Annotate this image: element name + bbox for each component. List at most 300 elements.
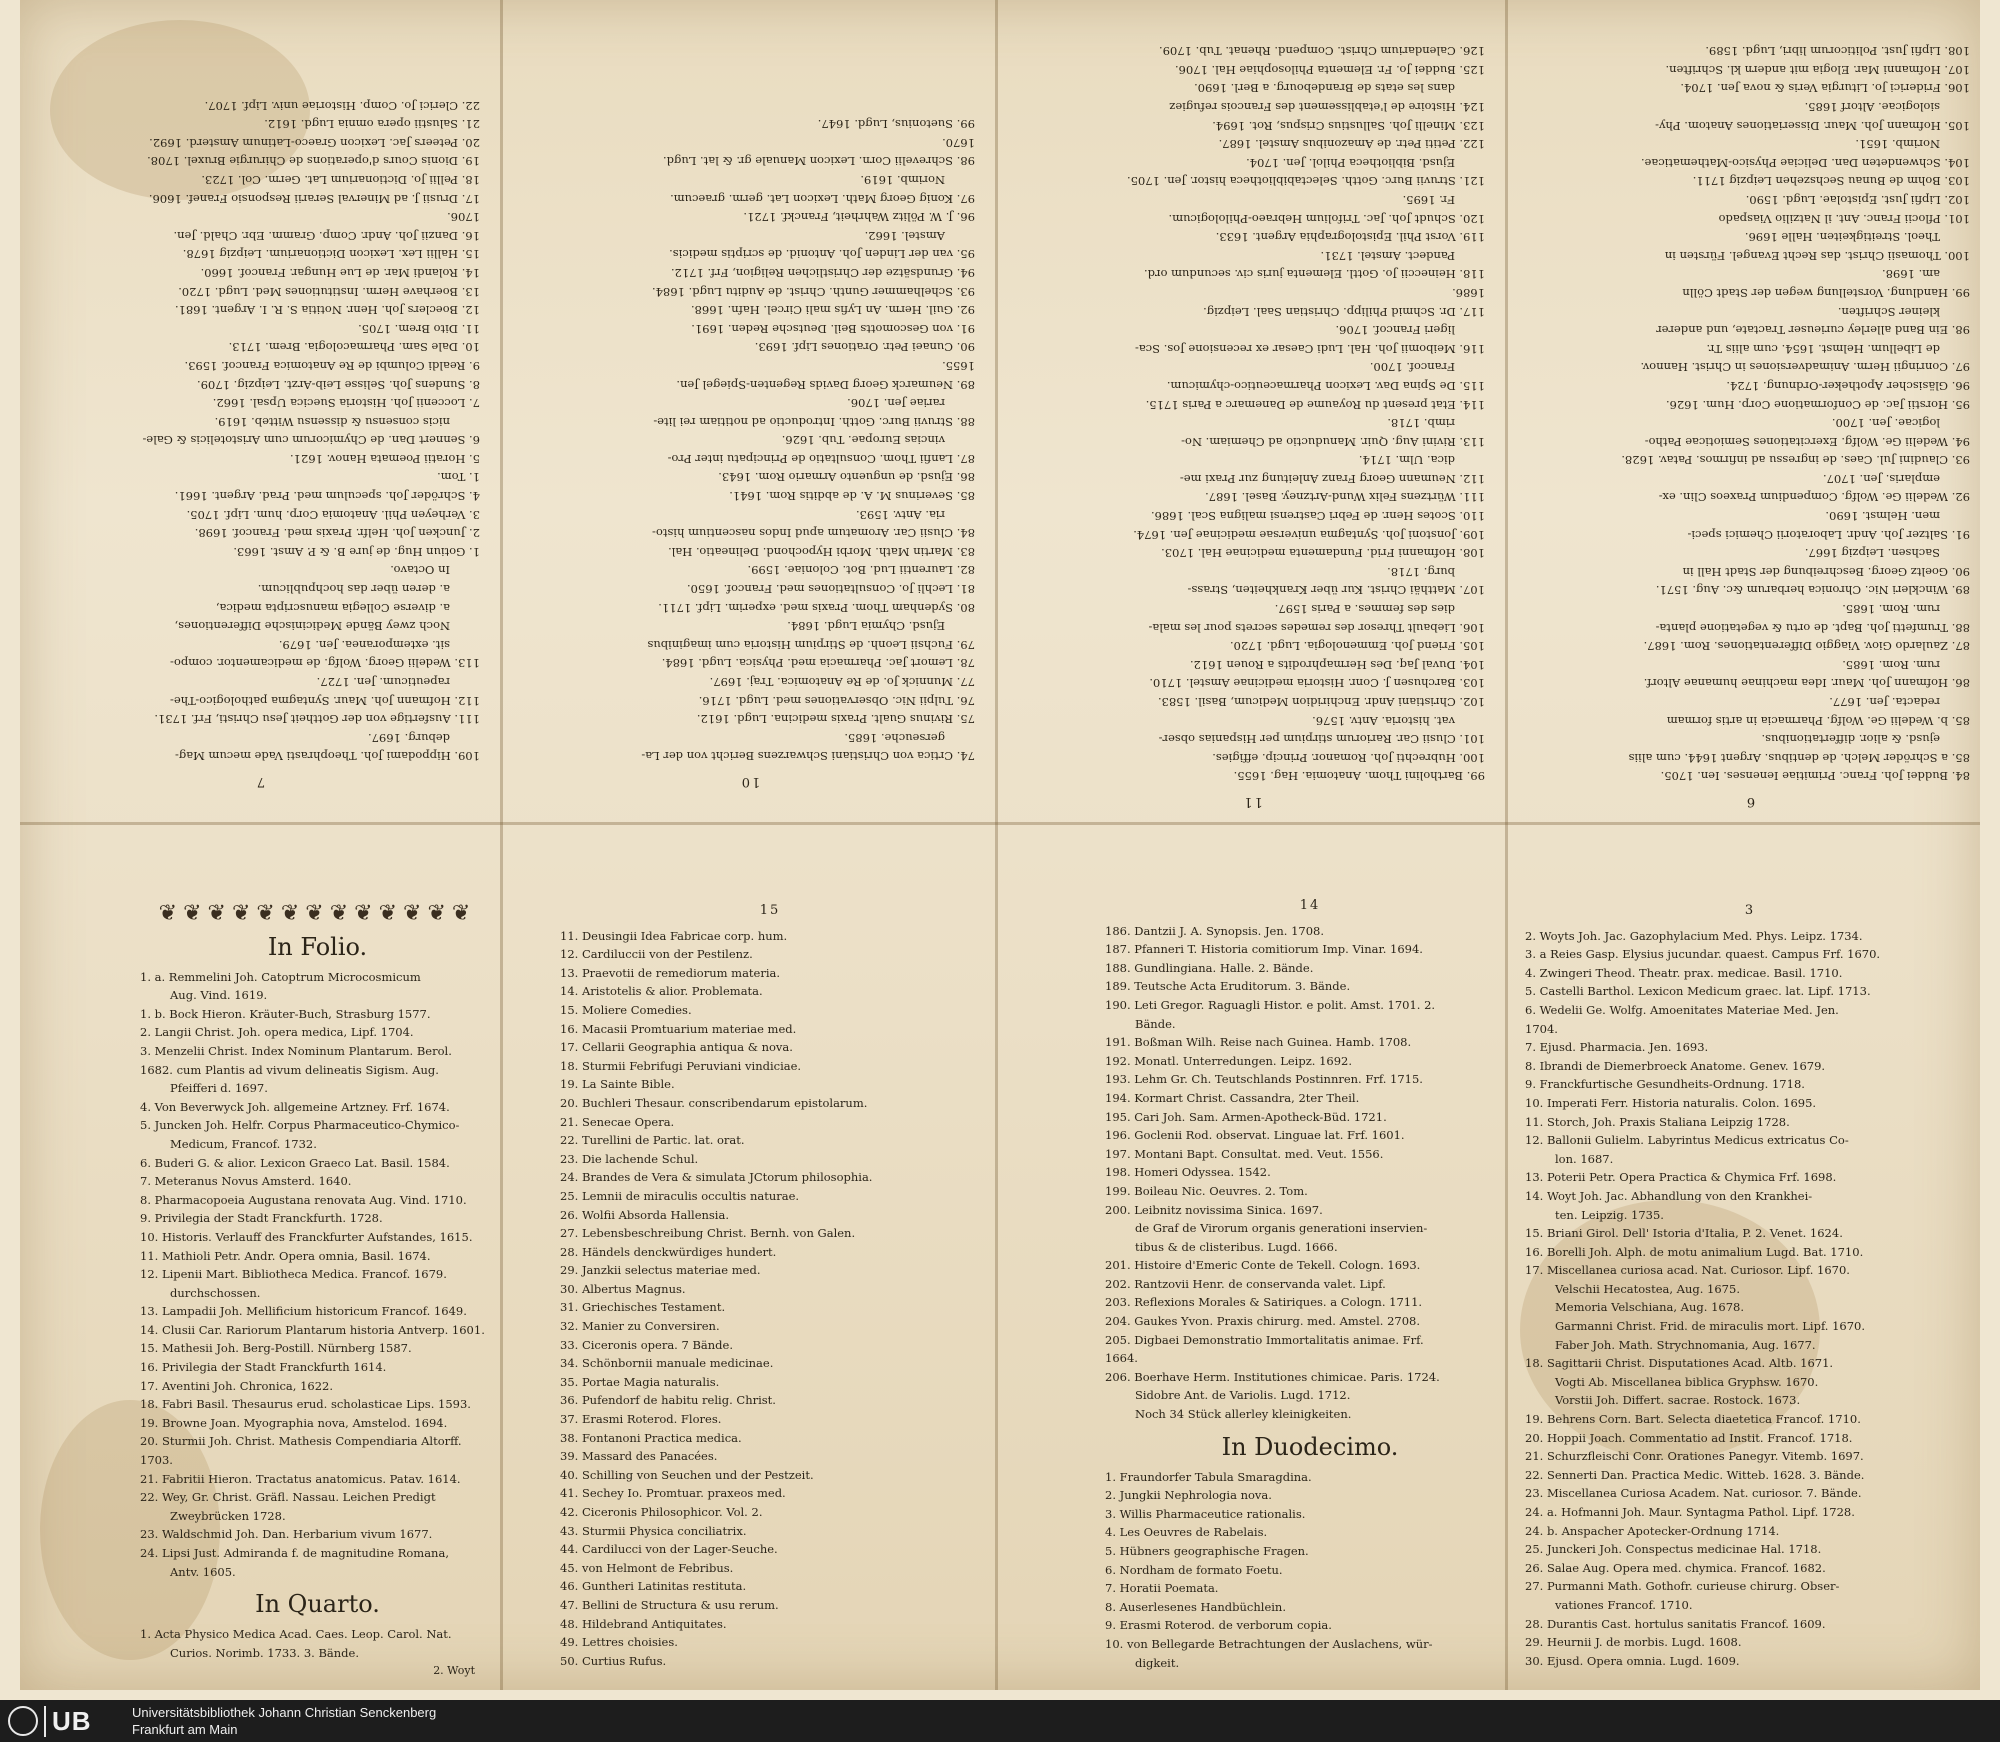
catalog-entry: 197. Montani Bapt. Consultat. med. Veut. 1556. [1105,1146,1384,1161]
catalog-entry: Norimb. 1619. [860,173,945,187]
entry-list [525,115,975,766]
catalog-entry: 17. Miscellanea curiosa acad. Nat. Curiosor. Lipf. 1670. [1525,1263,1850,1278]
catalog-entry: 190. Leti Gregor. Raguagli Histor. e polit. Amst. 1701. 2. [1105,997,1436,1012]
catalog-entry: 89. Winckleri Nic. Chronica herbarum &c. Aug. 1571. [1655,583,1970,598]
catalog-entry: 85. Severinus M. A. de abditis Rom. 1641. [729,489,975,504]
catalog-entry: 5. Horatii Poemata Hanov. 1621. [289,451,480,466]
catalog-entry: 201. Histoire d'Emeric Conte de Tekell. Cologn. 1693. [1105,1258,1421,1273]
catalog-entry: 6. Buderi G. & alior. Lexicon Graeco Lat. Basil. 1584. [140,1155,450,1170]
catchword: 2. Woyt [433,1664,475,1678]
catalog-entry: 101. Clusii Car. Rariorum stirpium per Hispanias obser- [1158,732,1485,747]
catalog-entry: dies des femmes. a Paris 1597. [1274,602,1455,617]
catalog-entry: 30. Albertus Magnus. [560,1281,686,1296]
catalog-entry: 9. Franckfurtische Gesundheits-Ordnung. 1718. [1525,1077,1805,1092]
catalog-entry: 17. Drusii J. ad Minerval Serarii Responsio Franef. 1606. [148,191,480,206]
catalog-entry: 16. Borelli Joh. Alph. de motu animalium Lugd. Bat. 1710. [1525,1244,1864,1259]
fold-line [500,0,503,1690]
catalog-entry: 9. Privilegia der Stadt Franckfurth. 1728. [140,1211,383,1226]
catalog-entry: 28. Durantis Cast. hortulus sanitatis Francof. 1609. [1525,1616,1826,1631]
catalog-entry: 193. Lehm Gr. Ch. Teutschlands Postinnren. Frf. 1715. [1105,1072,1423,1087]
catalog-entry: ten. Leipzig. 1735. [1555,1207,1664,1222]
catalog-entry: 4. Zwingeri Theod. Theatr. prax. medicae. Basil. 1710. [1525,965,1843,980]
catalog-entry: 109. Jonstoni Joh. Syntagma universae medicinae Jen. 1674. [1133,527,1485,542]
catalog-entry: 97. Konig Georg Math. Lexicon Lat. germ. graecum. [670,191,975,206]
page-15 [560,902,980,1692]
catalog-entry: 121. Struvii Burc. Gotth. Selectabibliotheca histor. Jen. 1705. [1126,174,1485,189]
catalog-entry: 17. Aventini Joh. Chronica, 1622. [140,1378,334,1393]
catalog-entry: 26. Salae Aug. Opera med. chymica. Francof. 1682. [1525,1560,1826,1575]
catalog-entry: Vorstii Joh. Differt. sacrae. Rostock. 1673. [1555,1393,1801,1408]
catalog-entry: 17. Cellarii Geographia antiqua & nova. [560,1040,793,1055]
catalog-entry: 12. Boeclers Joh. Henr. Notitia S. R. I. Argent. 1681. [174,303,480,318]
catalog-entry: rapeuticum. Jen. 1727. [316,675,450,690]
catalog-entry: 1706. [447,210,480,225]
catalog-entry: 103. Barchusen J. Conr. Historia medicinae Amstel. 1710. [1149,676,1485,691]
catalog-entry: 19. Dionis Cours d'operations de Chirurgie Bruxel. 1708. [147,154,480,169]
library-name-line1: Universitätsbibliothek Johann Christian Senckenberg [132,1705,437,1720]
library-logo [8,1704,126,1738]
catalog-entry: 50. Curtius Rufus. [560,1653,667,1668]
catalog-entry: 11. Mathioli Petr. Andr. Opera omnia, Basil. 1674. [140,1248,431,1263]
catalog-entry: 24. b. Anspacher Apotecker-Ordnung 1714. [1525,1523,1780,1538]
catalog-entry: 105. Friend Joh. Emmenologia. Lugd. 1720. [1229,639,1485,654]
catalog-entry: 18. Fabri Basil. Thesaurus erud. scholasticae Lips. 1593. [140,1397,471,1412]
catalog-entry: Amstel. 1662. [864,228,945,243]
catalog-entry: 15. Briani Girol. Dell' Istoria d'Italia, P. 2. Venet. 1624. [1525,1226,1843,1241]
catalog-entry: 86. Hofmann Joh. Maur. Idea machinae humanae Altorf. [1643,676,1970,691]
catalog-entry: 86. Ejusd. de unguento Armario Rom. 1643. [718,470,975,485]
catalog-entry: 18. Sagittarii Christ. Disputationes Acad. Altb. 1671. [1525,1356,1834,1371]
catalog-entry: 14. Aristotelis & alior. Problemata. [560,984,763,999]
catalog-entry: Faber Joh. Math. Strychnomania, Aug. 1677. [1555,1337,1816,1352]
catalog-entry: 8. Ibrandi de Diemerbroeck Anatome. Genev. 1679. [1525,1058,1826,1073]
catalog-entry: 125. Buddei Jo. Fr. Elementa Philosophiae Hal. 1706. [1174,62,1485,77]
catalog-entry: Aug. Vind. 1619. [170,988,268,1003]
catalog-entry: 94. Wedelii Ge. Wolfg. Exercitationes Semioticae Patho- [1644,434,1970,449]
catalog-entry: 1703. [140,1453,173,1468]
catalog-entry: 91. Saltzer Joh. Andr. Laboratorii Chemici speci- [1687,527,1970,542]
fold-line [995,0,998,1690]
catalog-entry: 46. Guntheri Latinitas restituta. [560,1579,747,1594]
catalog-entry: digkeit. [1135,1655,1180,1670]
catalog-entry: 21. Fabritii Hieron. Tractatus anatomicus. Patav. 1614. [140,1471,461,1486]
catalog-entry: 186. Dantzii J. A. Synopsis. Jen. 1708. [1105,923,1324,938]
catalog-entry: 1686. [1452,285,1485,300]
catalog-entry: 7. Meteranus Novus Amsterd. 1640. [140,1174,352,1189]
catalog-entry: 87. Lanfii Thom. Consultatio de Principatu inter Pro- [667,451,975,466]
catalog-entry: 81. Lechli Jo. Consultationes med. Francof. 1650. [686,582,975,597]
catalog-entry: Velschii Hecatostea, Aug. 1675. [1555,1281,1740,1296]
catalog-entry: Curios. Norimb. 1733. 3. Bände. [170,1645,359,1660]
catalog-entry: 80. Sydenham Thom. Praxis med. experim. Lipf. 1711. [658,600,975,615]
catalog-entry: burg. 1718. [1387,564,1455,579]
catalog-entry: 106. Liebault Thresor des remedes secrets pour les mala- [1148,620,1485,635]
catalog-entry: vat. historia. Antv. 1576. [1312,713,1455,728]
catalog-entry: dica. Ulm. 1714. [1358,453,1455,468]
catalog-entry: 19. Behrens Corn. Bart. Selecta diaetetica Francof. 1710. [1525,1412,1861,1427]
catalog-entry: 4. Schröder Joh. speculum med. Prad. Argent. 1661. [174,489,480,504]
page-number: 11 [1242,794,1263,809]
catalog-entry: 188. Gundlingiana. Halle. 2. Bände. [1105,960,1314,975]
catalog-entry: Sidobre Ant. de Variolis. Lugd. 1712. [1135,1388,1351,1403]
catalog-entry: 2. Juncken Joh. Helfr. Praxis med. Francof. 1698. [194,526,480,541]
catalog-entry: 30. Ejusd. Opera omnia. Lugd. 1609. [1525,1653,1740,1668]
catalog-entry: de Libellum. Helmst. 1654. cum aliis Tr. [1706,341,1940,356]
catalog-entry: 22. Wey, Gr. Christ. Gräfl. Nassau. Leichen Predigt [140,1490,436,1505]
catalog-entry: 37. Erasmi Roterod. Flores. [560,1412,722,1427]
catalog-entry: nicis consensu & dissensu Witteb. 1619. [214,414,450,429]
catalog-entry: 23. Die lachende Schul. [560,1151,699,1166]
catalog-entry: 100. Hubrechti Joh. Romanor. Princip. effigies. [1212,750,1485,765]
catalog-entry: 27. Lebensbeschreibung Christ. Bernh. von Galen. [560,1226,856,1241]
page-number: 15 [759,903,781,918]
catalog-entry: 24. Brandes de Vera & simulata JCtorum philosophia. [560,1170,873,1185]
catalog-entry: 20. Hoppii Joach. Commentatio ad Instit. Francof. 1718. [1525,1430,1853,1445]
catalog-entry: 24. a. Hofmanni Joh. Maur. Syntagma Pathol. Lipf. 1728. [1525,1505,1855,1519]
library-name [132,1704,436,1738]
catalog-entry: 114. Etat present du Royaume de Danemarc a Paris 1715. [1145,397,1485,412]
entry-list [1020,42,1485,786]
catalog-entry: 76. Tulpii Nic. Observationes med. Lugd. 1716. [698,693,975,708]
catalog-entry: 1. b. Bock Hieron. Kräuter-Buch, Strasburg 1577. [140,1006,431,1021]
catalog-entry: 7. Ejusd. Pharmacia. Jen. 1693. [1525,1040,1709,1055]
catalog-entry: 107. Hofmanni Mar. Elogia mit andern kl. Schriften. [1665,62,1970,77]
catalog-entry: vationes Francof. 1710. [1555,1597,1693,1612]
catalog-entry: 18. Pellii Jo. Dictionarium Lat. Germ. Col. 1723. [201,173,480,187]
catalog-entry: 24. Lipsi Just. Admiranda f. de magnitudine Romana, [140,1546,449,1560]
catalog-entry: 204. Gaukes Yvon. Praxis chirurg. med. Amstel. 2708. [1105,1314,1421,1329]
catalog-entry: 113. Wedelii Georg. Wolfg. de medicamentor. compo- [170,656,480,671]
catalog-entry: 6. Wedelii Ge. Wolfg. Amoenitates Materiae Med. Jen. [1525,1002,1839,1017]
catalog-entry: 1664. [1105,1351,1138,1366]
catalog-entry: 11. Deusingii Idea Fabricae corp. hum. [560,928,788,943]
catalog-entry: 112. Neumann Georg Franz Anleitung zur Praxi me- [1179,471,1485,486]
catalog-entry: 199. Boileau Nic. Oeuvres. 2. Tom. [1105,1183,1308,1198]
catalog-entry: 112. Hofmann Joh. Maur. Syntagma pathologico-The- [170,693,480,708]
catalog-entry: 40. Schilling von Seuchen und der Pestzeit. [560,1467,814,1482]
catalog-entry: 12. Lipenii Mart. Bibliotheca Medica. Francof. 1679. [140,1267,447,1282]
library-footer [0,1700,2000,1742]
catalog-entry: 8. Auserlesenes Handbüchlein. [1105,1599,1286,1614]
catalog-entry: 115. De Spina Dav. Lexicon Pharmaceutico-chymicum. [1166,378,1485,393]
catalog-entry: 27. Purmanni Math. Gothofr. curieuse chirurg. Obser- [1525,1579,1840,1594]
catalog-entry: 23. Waldschmid Joh. Dan. Herbarium vivum 1677. [140,1527,433,1542]
catalog-entry: 98. Ein Band allerley curieuser Tractate, und anderer [1656,323,1970,338]
catalog-entry: 195. Cari Joh. Sam. Armen-Apotheck-Büd. 1721. [1105,1109,1387,1124]
ornament-border: ❦❦❦❦❦❦❦❦❦❦❦❦❦ [158,901,477,926]
catalog-entry: 10. Historis. Verlauff des Franckfurter Aufstandes, 1615. [140,1229,473,1244]
catalog-entry: 21. Schurzfleischi Conr. Orationes Panegyr. Vitemb. 1697. [1525,1449,1864,1464]
seal-icon [8,1706,38,1736]
catalog-entry: 93. Schelhammer Gunth. Christ. de Auditu Lugd. 1684. [652,284,975,299]
page-3 [1525,902,1975,1692]
catalog-entry: 43. Sturmii Physica conciliatrix. [560,1523,747,1538]
catalog-entry: 118. Heineccii Jo. Gottl. Elementa juris civ. secundum ord. [1144,267,1485,282]
catalog-entry: 89. Neumarck Georg Davids Regenten-Spiegel Jen. [676,377,975,392]
catalog-entry: kleiner Schriften. [1837,304,1940,319]
catalog-entry: 124. Histoire de l'etablissement des Francois refugiez [1169,100,1485,115]
catalog-entry: 90. Cunaei Petr. Orationes Lipf. 1693. [754,340,975,355]
catalog-entry: 29. Heurnii J. de morbis. Lugd. 1608. [1525,1635,1742,1650]
catalog-entry: 15. Hallii Lex. Lexicon Dictionarium. Leipzig 1678. [182,247,480,262]
catalog-entry: 10. von Bellegarde Betrachtungen der Auslachens, wür- [1105,1636,1433,1651]
catalog-entry: 14. Clusii Car. Rariorum Plantarum historia Antverp. 1601. [140,1322,485,1337]
catalog-entry: 99. Suetonius, Lugd. 1647. [817,117,975,132]
catalog-entry: Ejusd. Chymia Lugd. 1684. [787,619,945,634]
catalog-entry: 3. Willis Pharmaceutice rationalis. [1105,1506,1306,1521]
catalog-entry: 99. Bartholini Thom. Anatomia. Hag. 1655. [1233,769,1485,784]
catalog-entry: 92. Wedelii Ge. Wolfg. Compendium Praxeos Clin. ex- [1658,490,1970,505]
catalog-entry: 104. Duval Jaq. Des Hermaphrodits a Rouen 1612. [1189,657,1485,672]
catalog-entry: gerseuche. 1685. [844,730,945,745]
page-number: 3 [1744,903,1756,918]
catalog-entry: 36. Pufendorf de habitu relig. Christ. [560,1393,776,1408]
catalog-entry: Zweybrücken 1728. [170,1508,286,1523]
catalog-entry: 205. Digbaei Demonstratio Immortalitatis animae. Frf. [1105,1332,1424,1347]
catalog-entry: 45. von Helmont de Febribus. [560,1560,734,1575]
catalog-entry: 16. Danzii Joh. Andr. Comp. Gramm. Ebr. Chald. Jen. [173,228,480,243]
catalog-entry: 2. Langii Christ. Joh. opera medica, Lipf. 1704. [140,1025,414,1040]
section-title-folio: In Folio. [267,932,368,961]
catalog-entry: 5. Hübners geographische Fragen. [1105,1544,1309,1558]
catalog-entry: 94. Grundsätze der Christlichen Religion, Frf. 1712. [670,265,975,280]
catalog-entry: 194. Kormart Christ. Cassandra, 2ter Theil. [1105,1090,1360,1105]
catalog-entry: 111. Ausfertige von der Gottheit Jesu Christi, Frf. 1731. [154,712,480,727]
catalog-entry: 196. Goclenii Rod. observat. Linguae lat. Frf. 1601. [1105,1128,1405,1143]
catalog-entry: Theol. Streitigkeiten. Halle 1696. [1744,230,1940,245]
catalog-entry: 123. Minelli Joh. Sallustius Crispus, Rot. 1694. [1212,118,1485,133]
catalog-entry: 187. Pfanneri T. Historia comitiorum Imp. Vinar. 1694. [1105,942,1423,957]
catalog-entry: 1704. [1525,1021,1558,1036]
catalog-entry: 16. Macasii Promtuarium materiae med. [560,1021,797,1036]
catalog-entry: 120. Schudt Joh. Jac. Trifolium Hebraeo-Philologicum. [1168,211,1485,226]
page-number: 6 [1744,794,1756,809]
catalog-entry: a. diverse Collegia manuscripta medica, [215,600,450,615]
catalog-entry: 99. Handlung. Vorstellung wegen der Stadt Cölln [1682,285,1970,300]
catalog-entry: 29. Janzkii selectus materiae med. [560,1263,761,1278]
catalog-entry: 206. Boerhave Herm. Institutiones chimicae. Paris. 1724. [1105,1369,1440,1384]
catalog-entry: 85. a Schröder Melch. de dentibus. Argent 1644. cum aliis [1628,750,1970,765]
catalog-entry: 88. Struvii Burc. Gotth. Introductio ad notitiam rei lite- [653,414,975,429]
catalog-entry: 95. Horstii Jac. de Conformatione Corp. Hum. 1626. [1665,397,1970,412]
catalog-entry: 5. Castelli Barthol. Lexicon Medicum graec. lat. Lipf. 1713. [1525,984,1871,999]
catalog-entry: 15. Moliere Comedies. [560,1002,692,1017]
catalog-entry: 1. Acta Physico Medica Acad. Caes. Leop. Carol. Nat. [140,1627,452,1642]
catalog-entry: redacta. Jen. 1677. [1829,695,1940,710]
catalog-entry: 91. von Gescomotts Beil. Deutsche Reden. 1691. [691,321,975,336]
catalog-entry: 34. Schönbornii manuale medicinae. [560,1356,774,1371]
catalog-entry: 10. Imperati Ferr. Historia naturalis. Colon. 1695. [1525,1095,1817,1110]
catalog-entry: 7. Loccenii Joh. Historia Suecica Upsal. 1662. [212,396,480,411]
page-number: 7 [254,774,266,789]
catalog-entry: siologicae. Altorf 1685. [1804,100,1940,115]
catalog-entry: Bände. [1135,1016,1176,1031]
catalog-entry: 13. Praevotii de remediorum materia. [560,965,781,980]
catalog-entry: dans les etats de Brandebourg. a Berl. 1690. [1194,81,1455,96]
catalog-entry: rimb. 1718. [1387,416,1455,431]
catalog-entry: 44. Cardilucci von der Lager-Seuche. [560,1542,778,1557]
catalog-entry: 192. Monatl. Unterredungen. Leipz. 1692. [1105,1053,1352,1068]
catalog-entry: 1. Gotiun Hug. de jure B. & P. Amst. 1663. [233,544,480,559]
catalog-entry: 13. Boerhave Herm. Institutiones Med. Lugd. 1720. [178,284,480,299]
catalog-entry: 47. Bellini de Structura & usu rerum. [560,1597,779,1612]
catalog-entry: 12. Cardiluccii von der Pestilenz. [560,947,753,962]
catalog-entry: 108. Lipfii Just. Politicorum libri, Lugd. 1589. [1705,44,1970,59]
catalog-entry: 21. Senecae Opera. [560,1114,675,1129]
page-number: 14 [1299,898,1321,913]
page-7-upside-down [40,90,480,790]
catalog-entry: 16. Privilegia der Stadt Franckfurth 1614. [140,1360,387,1375]
catalog-entry: 84. Clusii Car. Aromatum apud Indos nascentium histo- [652,526,975,541]
catalog-entry: 202. Rantzovii Henr. de conservanda valet. Lipf. [1105,1276,1386,1291]
catalog-entry: ejusd. & alior. differtationibus. [1761,732,1940,747]
catalog-entry: 85. b. Wedelii Ge. Wolfg. Pharmacia in artis formam [1666,713,1970,728]
catalog-entry: de Graf de Virorum organis generationi inservien- [1135,1221,1428,1236]
entry-list [1105,1468,1515,1673]
catalog-entry: 11. Storch, Joh. Praxis Staliana Leipzig 1728. [1525,1114,1790,1129]
catalog-entry: 122. Petiti Petr. de Amazonibus Amstel. 1687. [1218,137,1485,152]
catalog-entry: 20. Buchleri Thesaur. conscribendarum epistolarum. [560,1095,868,1110]
library-name-line2: Frankfurt am Main [132,1722,238,1737]
page-number: 10 [739,774,761,789]
catalog-entry: Francof. 1700. [1369,360,1455,375]
page-10-upside-down [525,90,975,790]
catalog-entry: 8. Pharmacopoeia Augustana renovata Aug. Vind. 1710. [140,1192,467,1207]
catalog-entry: Noch zwey Bände Medicinische Differentiones, [174,619,450,634]
catalog-entry: 200. Leibnitz novissima Sinica. 1697. [1105,1202,1323,1217]
catalog-entry: 96. J. W. Pölitz Wahrheit, Franckf. 1721. [743,210,975,225]
catalog-entry: ligeri Francof. 1706. [1335,323,1455,338]
catalog-entry: vincias Europae. Tub. 1626. [781,433,945,448]
catalog-entry: 93. Claudini Jul. Caes. de ingressu ad infirmos. Patav. 1628. [1621,453,1970,468]
catalog-entry: 109. Hippodami Joh. Theophrasti Vade mecum Mag- [174,749,480,764]
catalog-entry: 100. Thomasii Christ. das Recht Evangel. Fürsten in [1664,248,1970,263]
catalog-entry: 82. Laurentii Lud. Bot. Coloniae. 1599. [747,563,975,578]
catalog-entry: 92. Guil. Herm. An Lyfis mali Circel. Hafn. 1668. [690,303,975,318]
entry-list [560,927,980,1671]
catalog-entry: 11. Dito Brem. 1705. [358,321,480,336]
catalog-entry: 3. a Reies Gasp. Elysius jucundar. quaest. Campus Frf. 1670. [1525,947,1881,962]
catalog-entry: 13. Poterii Petr. Opera Practica & Chymica Frf. 1698. [1525,1170,1837,1185]
catalog-entry: 79. Fuchsii Leonh. de Stirpium Historia cum imaginibus [647,637,975,652]
catalog-entry: 108. Hofmanni Frid. Fundamenta medicinae Hal. 1703. [1161,546,1485,561]
catalog-entry: 8. Sundens Joh. Selisse Leib-Arzt. Leipzig. 1709. [197,377,480,392]
catalog-entry: 1. Fraundorfer Tabula Smaragdina. [1105,1469,1312,1484]
page-14 [1105,897,1515,1692]
catalog-entry: 41. Sechey Io. Promtuar. praxeos med. [560,1486,786,1501]
catalog-entry: 15. Mathesii Joh. Berg-Postill. Nürnberg 1587. [140,1341,412,1356]
catalog-entry: 2. Jungkii Nephrologia nova. [1105,1488,1272,1503]
catalog-entry: 35. Portae Magia naturalis. [560,1374,720,1389]
catalog-entry: 20. Peteers Jac. Lexicon Graeco-Latinum Amsterd. 1692. [149,135,480,150]
catalog-entry: 12. Ballonii Gulielm. Labyrintus Medicus extricatus Co- [1525,1133,1849,1148]
page-6-upside-down [1530,44,1970,810]
catalog-entry: Sachsen. Leipzig 1667. [1804,546,1940,561]
catalog-entry: 189. Teutsche Acta Eruditorum. 3. Bände. [1105,979,1351,994]
catalog-entry: 10. Dale Sam. Pharmacologia. Brem. 1713. [228,340,480,355]
catalog-entry: 78. Lemort Jac. Pharmacia med. Physica. Lugd. 1684. [661,656,975,671]
catalog-entry: 49. Lettres choisies. [560,1635,678,1650]
catalog-entry: rum. Rom. 1685. [1842,657,1940,672]
catalog-entry: ria. Antv. 1593. [855,507,945,522]
catalog-entry: 90. Goeltz Georg. Beschreibung der Stadt Hall in [1682,564,1970,579]
catalog-entry: 4. Von Beverwyck Joh. allgemeine Artzney. Frf. 1674. [140,1099,450,1114]
catalog-entry: Ejusd. Bibliotheca Philol. Jen. 1704. [1246,155,1455,170]
catalog-entry: 105. Hofmann Joh. Maur. Disseriationes Anatom. Phy- [1655,118,1970,133]
catalog-entry: Antv. 1605. [170,1564,236,1579]
catalog-entry: 4. Les Oeuvres de Rabelais. [1105,1525,1268,1540]
catalog-entry: 3. Menzelii Christ. Index Nominum Plantarum. Berol. [140,1043,452,1058]
catalog-entry: 77. Munnick Jo. de Re Anatomica. Traj. 1697. [709,675,975,690]
catalog-entry: 104. Schwendeten Dan. Deliciae Physico-Mathematicae. [1640,155,1970,170]
catalog-entry: Pandect. Amstel. 1731. [1320,248,1455,263]
catalog-entry: 22. Sennerti Dan. Practica Medic. Witteb. 1628. 3. Bände. [1525,1467,1865,1482]
catalog-entry: 106. Friderici Jo. Liturgia Veris & nova Jen. 1704. [1680,81,1970,96]
catalog-entry: 75. Rivinus Gualt. Praxis medicina. Lugd. 1612. [696,712,975,727]
catalog-entry: Fr. 1695. [1402,193,1455,207]
catalog-entry: 117. Dr. Schmid Philipp. Christian Saal. Leipzig. [1203,304,1485,319]
catalog-entry: 1. Tom. [437,470,480,485]
section-title-quarto: In Quarto. [255,1590,380,1619]
catalog-entry: am. 1698. [1882,267,1940,282]
entry-list [1105,922,1515,1424]
catalog-entry: 116. Meibomii Joh. Hal. Ludi Caesar ex recensione Jos. Sca- [1134,341,1485,356]
catalog-entry: 18. Sturmii Febrifugi Peruviani vindiciae. [560,1058,802,1073]
catalog-entry: men. Helmst. 1690. [1825,509,1940,524]
fold-line [20,822,1980,825]
catalog-entry: lon. 1687. [1555,1151,1614,1166]
catalog-entry: 198. Homeri Odyssea. 1542. [1105,1165,1271,1180]
catalog-entry: 126. Calendarium Christ. Compend. Rhenat. Tub. 1709. [1159,44,1485,59]
catalog-entry: 33. Ciceronis opera. 7 Bände. [560,1337,733,1352]
catalog-entry: 23. Miscellanea Curiosa Academ. Nat. curiosor. 7. Bände. [1525,1486,1862,1501]
entry-list [140,1625,495,1662]
catalog-entry: 9. Erasmi Roterod. de verborum copia. [1105,1618,1332,1633]
catalog-entry: 119. Vorst Phil. Epistolographia Argent. 1633. [1215,230,1485,245]
catalog-entry: emplaris. Jen. 1707. [1822,471,1940,486]
catalog-entry: 5. Juncken Joh. Helfr. Corpus Pharmaceutico-Chymico- [140,1118,460,1133]
catalog-entry: 107. Matthäi Christ. Kur über Krankheiten, Strass- [1187,583,1485,598]
catalog-entry: 14. Rolandi Mar. de Lue Hungar. Francof. 1660. [200,265,480,280]
catalog-entry: 26. Wolfii Absorda Hallensia. [560,1207,729,1222]
catalog-entry: 42. Ciceronis Philosophicor. Vol. 2. [560,1505,763,1519]
catalog-entry: 110. Scotes Henr. de Febri Castrensi maligna Scal. 1686. [1150,509,1485,524]
entry-list [1530,42,1970,786]
catalog-entry: 38. Fontanoni Practica medica. [560,1430,742,1445]
catalog-entry: 87. Zaulardo Giov. Viaggio Differentationes. Rom. 1687. [1643,639,1970,654]
page-11-upside-down [1020,44,1485,810]
catalog-entry: Vogti Ab. Miscellanea biblica Gryphsw. 1670. [1555,1374,1819,1389]
catalog-entry: durchschossen. [170,1285,261,1300]
catalog-entry: 19. Browne Joan. Myographia nova, Amstelod. 1694. [140,1415,448,1430]
catalog-entry: 98. Schrevelii Corn. Lexicon Manuale gr. & lat. Lugd. [662,154,975,169]
catalog-entry: 102. Lipfii Just. Epistolae. Lugd. 1590. [1745,193,1970,207]
catalog-entry: 20. Sturmii Joh. Christ. Mathesis Compendiaria Altorff. [140,1434,462,1449]
catalog-entry: 22. Turellini de Partic. lat. orat. [560,1133,745,1148]
catalog-entry: 1655. [942,358,975,373]
catalog-entry: deburg. 1697. [367,730,450,745]
catalog-entry: 19. La Sainte Bible. [560,1077,675,1092]
catalog-entry: 9. Realdi Columbi de Re Anatomica Francof. 1593. [184,358,480,373]
catalog-entry: Noch 34 Stück allerley kleinigkeiten. [1135,1407,1352,1422]
catalog-entry: 1682. cum Plantis ad vivum delineatis Sigism. Aug. [140,1062,439,1077]
catalog-entry: 25. Junckeri Joh. Conspectus medicinae Hal. 1718. [1525,1542,1822,1557]
catalog-entry: 25. Lemnii de miraculis occultis naturae. [560,1188,800,1203]
catalog-entry: In Octavo. [390,563,450,578]
catalog-entry: tibus & de clisteribus. Lugd. 1666. [1135,1239,1338,1254]
catalog-entry: 103. Bohm de Bunau Sechszehen Leipzig 1711. [1692,174,1970,189]
catalog-entry: 6. Sennert Dan. de Chymicorum cum Aristotelicis & Gale- [142,433,480,448]
